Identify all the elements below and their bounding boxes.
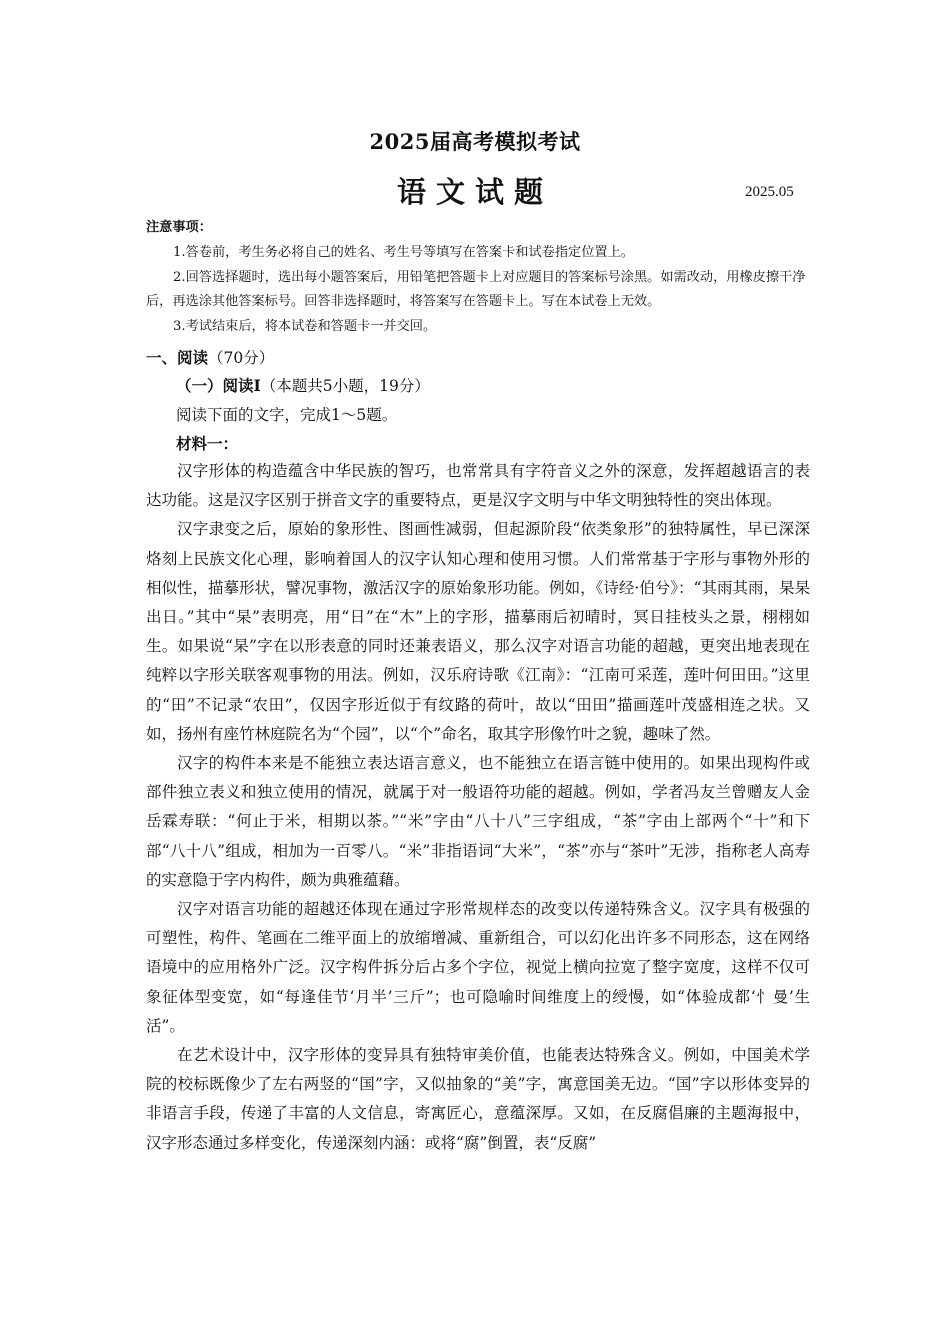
- passage-paragraph: 汉字隶变之后，原始的象形性、图画性减弱，但起源阶段“依类象形”的独特属性，早已深深烙刻上民族文化心理，影响着国人的汉字认知心理和使用习惯。人们常常基于字形与事物外形的相似性，描摹形状，譬况事物，激活汉字的原始象形功能。例如，《诗经·伯兮》：“其雨其雨，杲杲出日。”其中“杲”表明亮，用“日”在“木”上的字形，描摹雨后初晴时，冥日挂枝头之景，栩栩如生。如果说“杲”字在以形表意的同时还兼表语义，那么汉字对语言功能的超越，更突出地表现在纯粹以字形关联客观事物的用法。例如，汉乐府诗歌《江南》：“江南可采莲，莲叶何田田。”这里的“田”不记录“农田”，仅因字形近似于有纹路的荷叶，故以“田田”描画莲叶茂盛相连之状。又如，扬州有座竹林庭院名为“个园”，以“个”命名，取其字形像竹叶之貌，趣味了然。: [146, 520, 810, 743]
- reading-instruction: 阅读下面的文字，完成1～5题。: [176, 406, 398, 424]
- section-title: [146, 344, 810, 372]
- notice-item: 1.答卷前，考生务必将自己的姓名、考生号等填写在答案卡和试卷指定位置上。: [173, 245, 634, 260]
- material-label: 材料一：: [176, 434, 239, 453]
- exam-title: 2025届高考模拟考试: [369, 129, 581, 154]
- passage-paragraph: 汉字的构件本来是不能独立表达语言意义，也不能独立在语言链中使用的。如果出现构件或部件独立表义和独立使用的情况，就属于对一般语符功能的超越。例如，学者冯友兰曾赠友人金岳霖寿联：“何止于米，相期以茶。”“米”字由“八十八”三字组成，“茶”字由上部两个“十”和下部“八十八”组成，相加为一百零八。“米”非指语词“大米”，“茶”亦与“茶叶”无涉，指称老人高寿的实意隐于字内构件，颇为典雅蕴藉。: [146, 754, 810, 889]
- notice-item: 3.考试结束后，将本试卷和答题卡一并交回。: [173, 319, 437, 334]
- sub-section-title-main: （一）阅读Ⅰ: [176, 376, 261, 395]
- passage-body: [146, 457, 810, 1158]
- section-title-main: 一、阅读: [146, 348, 209, 367]
- sub-section-title: [146, 372, 840, 400]
- subject-title: 语文试题: [396, 175, 553, 209]
- passage-paragraph: 在艺术设计中，汉字形体的变异具有独特审美价值，也能表达特殊含义。例如，中国美术学院的校标既像少了左右两竖的“国”字，又似抽象的“美”字，寓意国美无边。“国”字以形体变异的非语言手段，传递了丰富的人文信息，寄寓匠心，意蕴深厚。又如，在反腐倡廉的主题海报中，汉字形态通过多样变化，传递深刻内涵：或将“腐”倒置，表“反腐”: [146, 1046, 810, 1152]
- passage-paragraph: 汉字形体的构造蕴含中华民族的智巧，也常常具有字符音义之外的深意，发挥超越语言的表达功能。这是汉字区别于拼音文字的重要特点，更是汉字文明与中华文明独特性的突出体现。: [146, 462, 810, 510]
- notice-heading: 注意事项：: [146, 220, 212, 235]
- passage-paragraph: 汉字对语言功能的超越还体现在通过字形常规样态的改变以传递特殊含义。汉字具有极强的可塑性，构件、笔画在二维平面上的放缩增减、重新组合，可以幻化出许多不同形态，这在网络语境中的应用格外广泛。汉字构件拆分后占多个字位，视觉上横向拉宽了整字宽度，这样不仅可象征体型变宽，如“每逢佳节‘月半’三斤”；也可隐喻时间维度上的绶慢，如“体验成都‘忄曼’生活”。: [146, 900, 810, 1035]
- notice-item: 2.回答选择题时，选出每小题答案后，用铅笔把答题卡上对应题目的答案标号涂黑。如需改动，用橡皮擦干净后，再选涂其他答案标号。回答非选择题时，将答案写在答题卡上。写在本试卷上无效。: [146, 270, 806, 309]
- sub-section-title-detail: （本题共5小题，19分）: [260, 377, 430, 395]
- section-title-score: （70分）: [208, 349, 275, 367]
- exam-date: 2025.05: [745, 184, 794, 200]
